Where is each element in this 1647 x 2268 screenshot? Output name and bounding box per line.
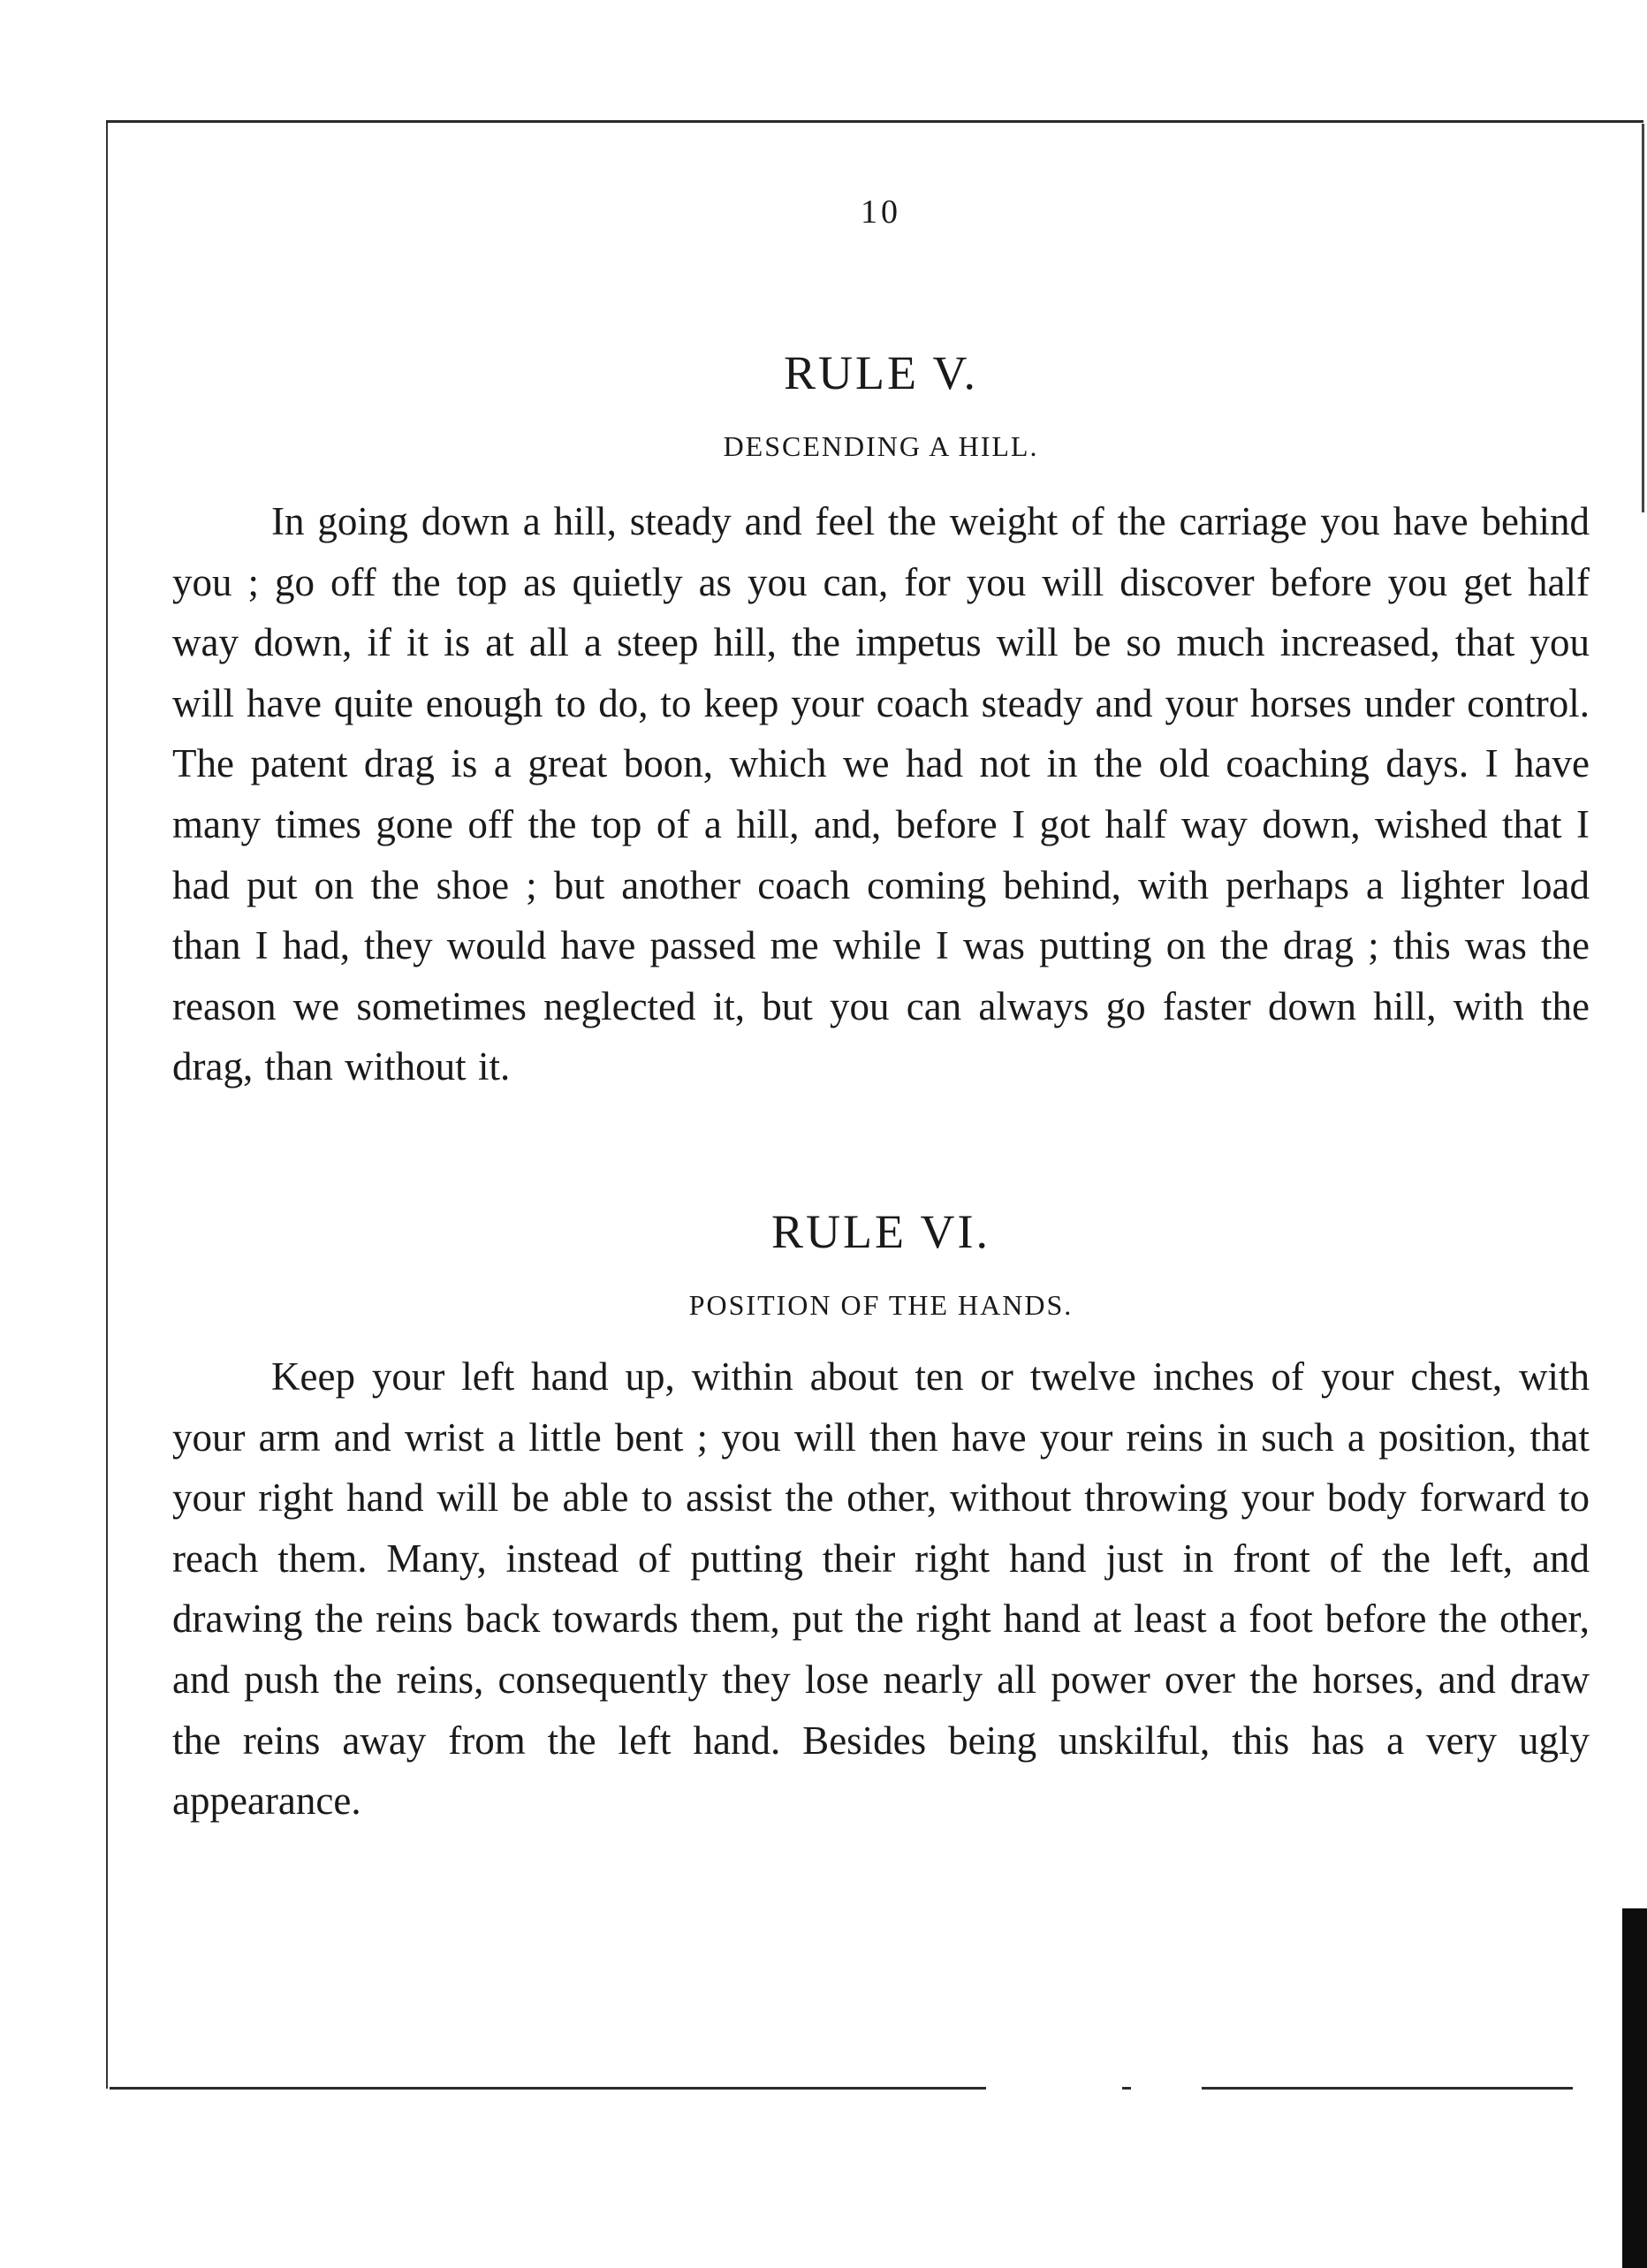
rule-v-section: [172, 338, 1590, 1097]
right-border-line: [1642, 124, 1644, 512]
bottom-border-line-right: [1202, 2087, 1573, 2090]
rule-vi-body: Keep your left hand up, within about ten or twelve inches of your chest, with your arm and wrist a little bent ; you will then have your reins in such a position, that your right hand will be able to assist the other, without throwing your body forward to reach them. Many, instead of putting their right hand just in front of the left, and drawing the reins back towards them, put the right hand at least a foot before the other, and push the reins, consequently they lose nearly all power over the horses, and draw the reins away from the left hand. Besides being unskilful, this has a very ugly appearance.: [172, 1354, 1590, 1824]
bottom-border-fragment: [1122, 2087, 1131, 2090]
page-number: 10: [861, 193, 901, 231]
rule-vi-section: [172, 1196, 1590, 1832]
top-border-line: [106, 120, 1643, 123]
rule-vi-title: RULE VI.: [771, 1204, 990, 1258]
rule-v-title: RULE V.: [783, 346, 979, 399]
page-content: [172, 168, 1590, 1832]
binding-shadow: [1622, 1908, 1647, 2268]
rule-v-subtitle: DESCENDING A HILL.: [723, 430, 1039, 462]
rule-vi-subtitle: POSITION OF THE HANDS.: [688, 1288, 1074, 1321]
bottom-border-line: [110, 2087, 986, 2090]
rule-v-body: In going down a hill, steady and feel the weight of the carriage you have behind you ; go off the top as quietly as you can, for you will discover before you get half way down, if it is at all a steep hill, the impetus will be so much increased, that you will have quite enough to do, to keep your coach steady and your horses under control. The patent drag is a great boon, which we had not in the old coaching days. I have many times gone off the top of a hill, and, before I got half way down, wished that I had put on the shoe ; but another coach coming behind, with perhaps a lighter load than I had, they would have passed me while I was putting on the drag ; this was the reason we sometimes neglected it, but you can always go faster down hill, with the drag, than without it.: [172, 499, 1590, 1089]
